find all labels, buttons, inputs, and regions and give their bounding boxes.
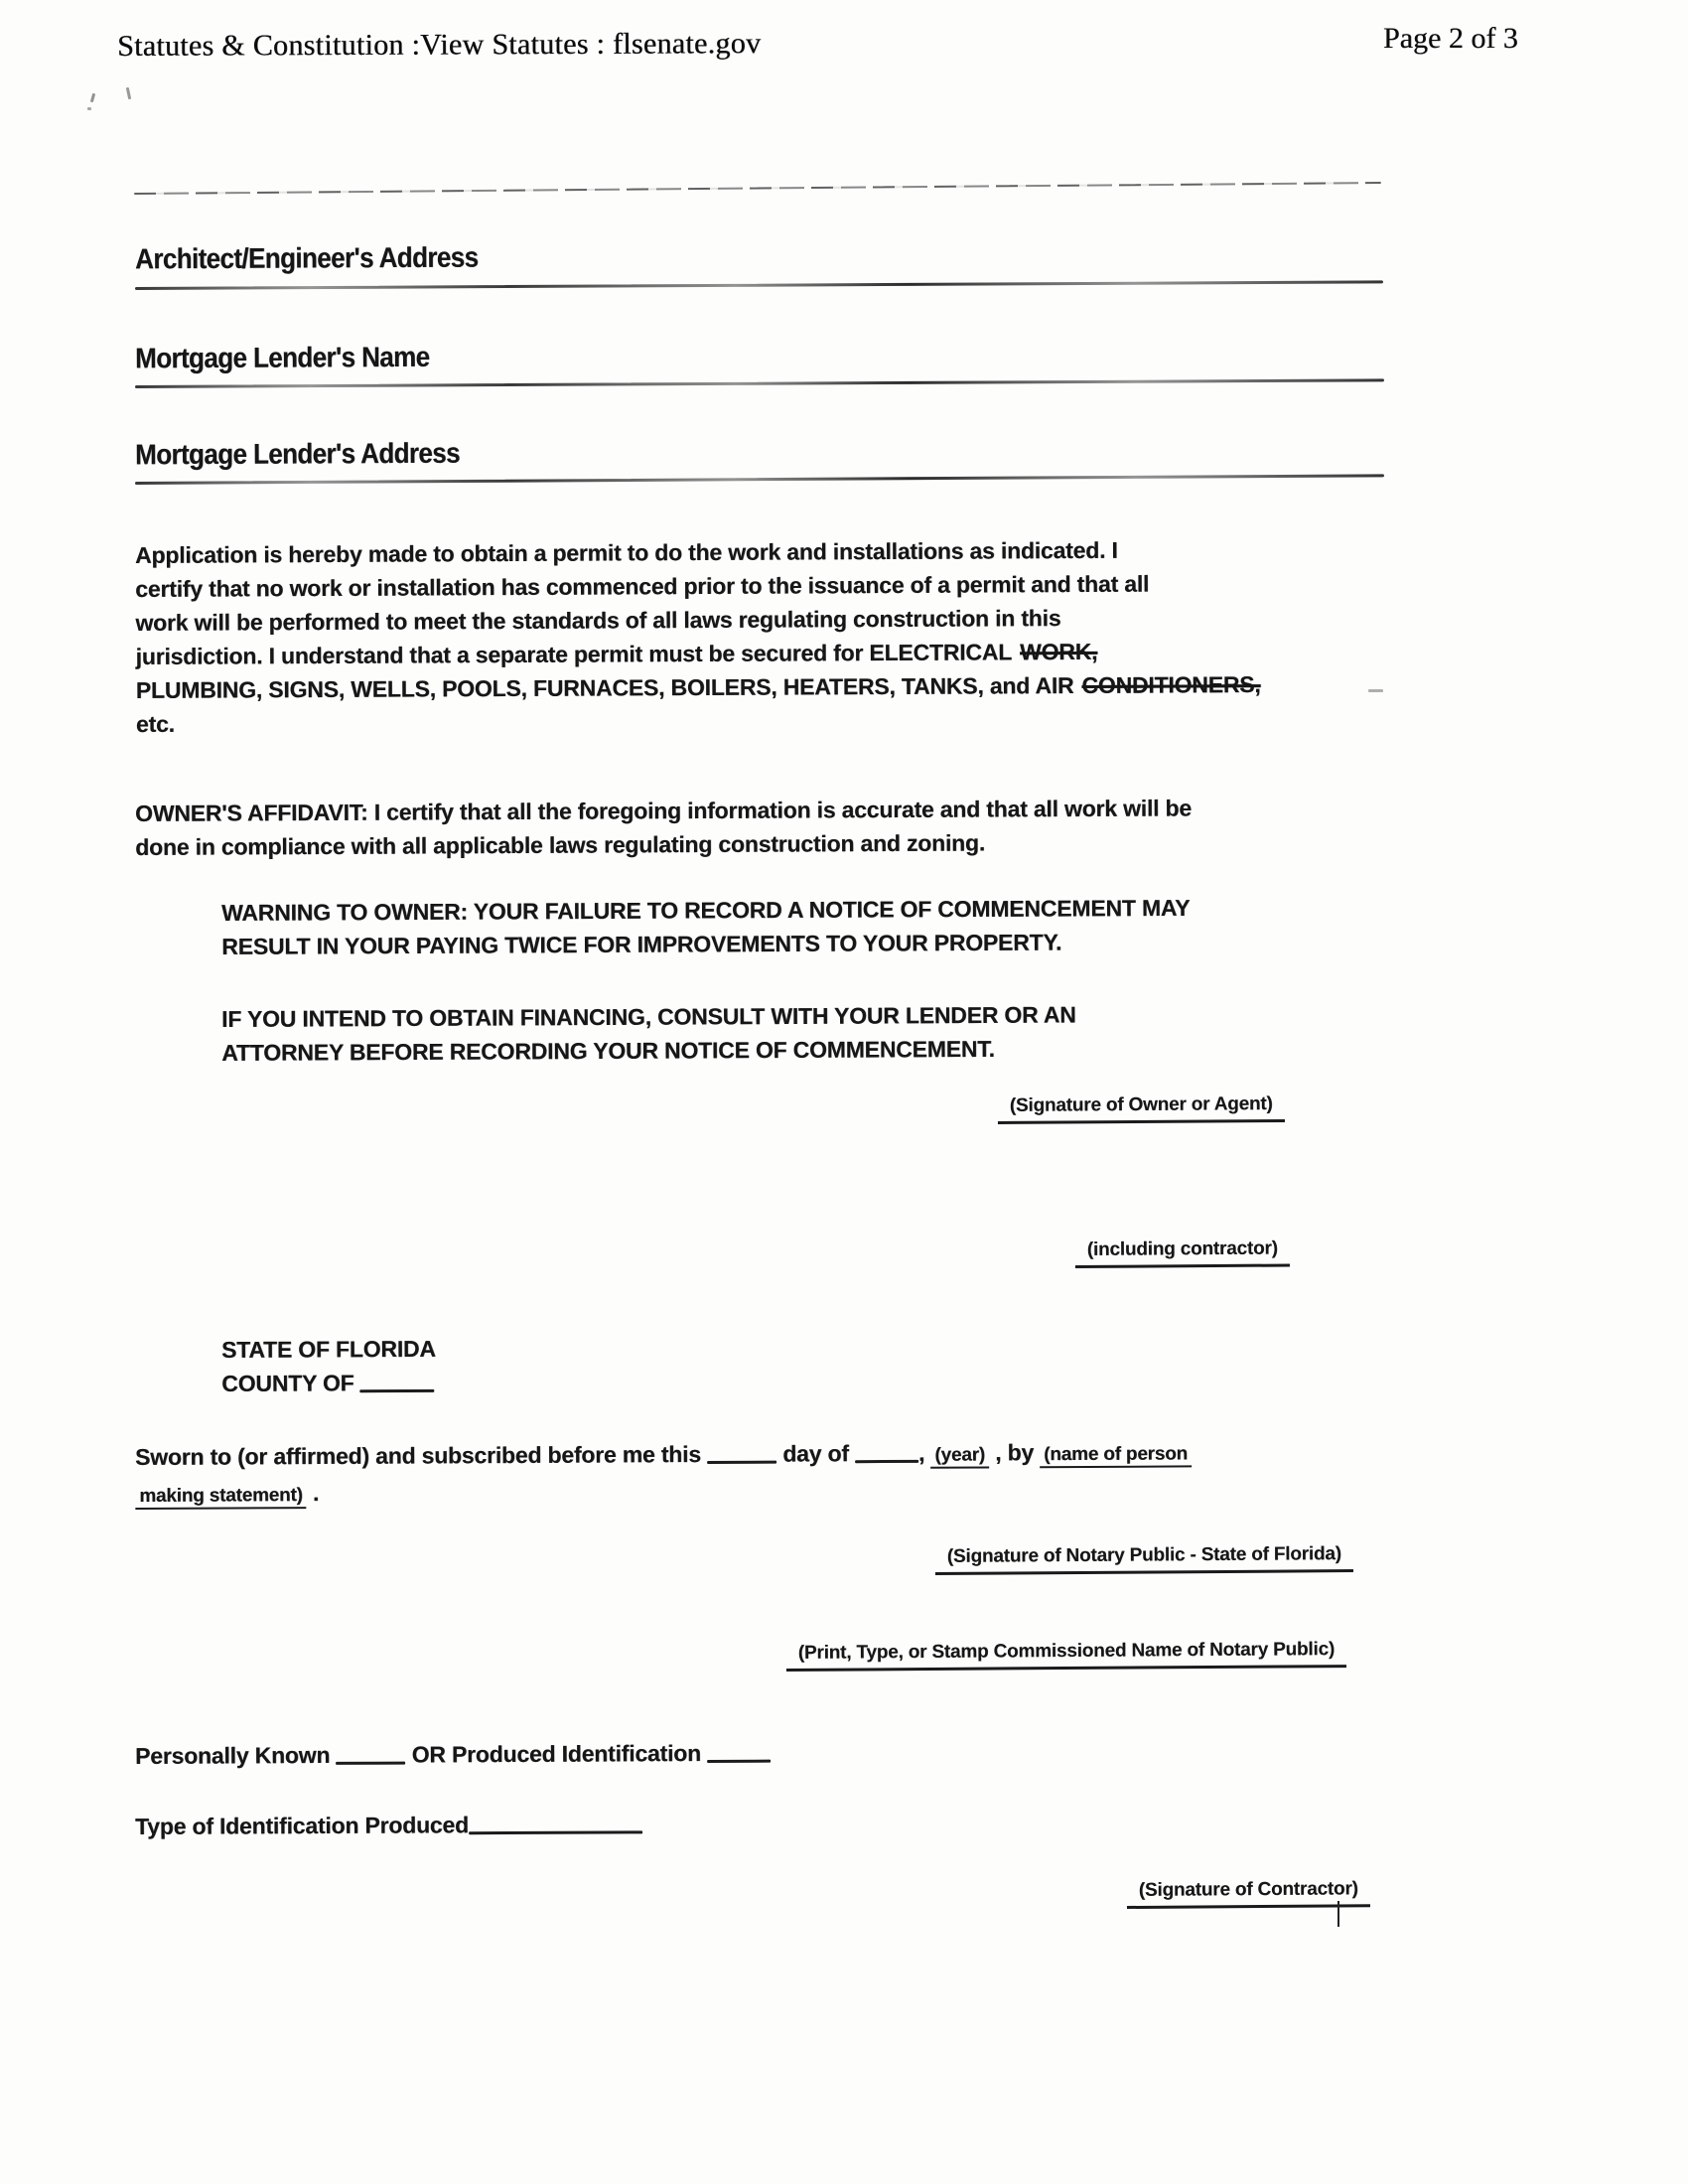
warning-to-owner-paragraph (221, 891, 1191, 963)
scan-artifact (90, 93, 95, 102)
page-number: Page 2 of 3 (1383, 22, 1518, 55)
type-of-identification-line (135, 1807, 642, 1843)
personally-known-line (135, 1736, 771, 1773)
paragraph-line: certify that no work or installation has commenced prior to the issuance of a permit and that all (135, 570, 1150, 602)
paragraph-line: work will be performed to meet the standards of all laws regulating construction in this (135, 605, 1061, 636)
owners-affidavit-paragraph (135, 791, 1192, 864)
paragraph-line: RESULT IN YOUR PAYING TWICE FOR IMPROVEMENTS TO YOUR PROPERTY. (221, 929, 1062, 959)
field-line-architect-engineer-address (135, 280, 1383, 290)
name-placeholder-label-2: making statement) (135, 1485, 307, 1510)
produced-id-blank (707, 1760, 771, 1763)
type-produced-label: Type of Identification Produced (135, 1812, 469, 1839)
personally-known-blank (337, 1762, 406, 1765)
sworn-statement-line (135, 1434, 1192, 1477)
signature-line-contractor: (Signature of Contractor) (1127, 1877, 1370, 1909)
field-line-mortgage-lender-address (135, 474, 1384, 485)
field-label-mortgage-lender-name: Mortgage Lender's Name (135, 340, 430, 374)
name-placeholder-label-1: (name of person (1040, 1443, 1192, 1468)
day-of-text: day of (782, 1440, 849, 1467)
scan-artifact-tick (1337, 1901, 1339, 1927)
divider-dashed-line (134, 182, 1381, 195)
paragraph-line: done in compliance with all applicable laws regulating construction and zoning. (135, 829, 986, 860)
paragraph-line: Application is hereby made to obtain a permit to do the work and installations as indicated. I (135, 536, 1118, 568)
identification-line (135, 1807, 642, 1843)
paragraph-line (136, 667, 1261, 707)
county-of-line (221, 1366, 436, 1400)
notary-venue-block (221, 1332, 436, 1400)
personally-known-label: Personally Known (135, 1741, 331, 1769)
state-of-florida-label: STATE OF FLORIDA (221, 1335, 436, 1363)
day-blank (707, 1461, 776, 1464)
sworn-statement-block (135, 1434, 1192, 1514)
financing-notice-paragraph (221, 997, 1076, 1070)
comma-text: , (917, 1439, 925, 1466)
scan-artifact (126, 87, 131, 99)
paragraph-line: IF YOU INTEND TO OBTAIN FINANCING, CONSULT WITH YOUR LENDER OR AN (221, 1001, 1076, 1032)
county-of-label: COUNTY OF (221, 1370, 354, 1396)
signature-line-owner-or-agent: (Signature of Owner or Agent) (998, 1092, 1285, 1124)
document-source-title: Statutes & Constitution :View Statutes : flsenate.gov (117, 27, 762, 63)
or-produced-label: OR Produced Identification (411, 1740, 702, 1768)
identification-line (135, 1736, 771, 1773)
by-text: , by (995, 1439, 1035, 1466)
county-blank (360, 1389, 435, 1392)
paragraph-text: PLUMBING, SIGNS, WELLS, POOLS, FURNACES, BOILERS, HEATERS, TANKS, and AIR (135, 672, 1074, 703)
application-certification-paragraph (135, 532, 1261, 741)
paragraph-text: jurisdiction. I understand that a separate permit must be secured for ELECTRICAL (135, 639, 1013, 669)
field-label-architect-engineer-address: Architect/Engineer's Address (135, 240, 479, 275)
paragraph-line: WARNING TO OWNER: YOUR FAILURE TO RECORD A NOTICE OF COMMENCEMENT MAY (221, 894, 1191, 926)
type-produced-blank (469, 1830, 642, 1834)
scan-artifact (87, 107, 91, 110)
paragraph-line: etc. (135, 710, 175, 737)
year-placeholder-label: (year) (930, 1444, 989, 1468)
scan-artifact (1368, 689, 1383, 692)
struck-word: CONDITIONERS, (1081, 671, 1261, 699)
paragraph-line: OWNER'S AFFIDAVIT: I certify that all the foregoing information is accurate and that all work will be (135, 795, 1192, 826)
period-text: . (312, 1480, 320, 1507)
signature-line-notary-public: (Signature of Notary Public - State of Florida) (935, 1542, 1353, 1575)
month-blank (855, 1460, 918, 1463)
field-line-mortgage-lender-name (135, 378, 1384, 388)
signature-line-including-contractor: (including contractor) (1075, 1237, 1290, 1268)
sworn-statement-line (135, 1471, 1192, 1514)
sworn-lead-text: Sworn to (or affirmed) and subscribed before me this (135, 1441, 701, 1470)
field-label-mortgage-lender-address: Mortgage Lender's Address (135, 436, 461, 471)
struck-word: WORK, (1019, 638, 1098, 665)
paragraph-line: ATTORNEY BEFORE RECORDING YOUR NOTICE OF COMMENCEMENT. (221, 1035, 995, 1066)
signature-line-notary-printed-name: (Print, Type, or Stamp Commissioned Name of Notary Public) (786, 1638, 1346, 1672)
